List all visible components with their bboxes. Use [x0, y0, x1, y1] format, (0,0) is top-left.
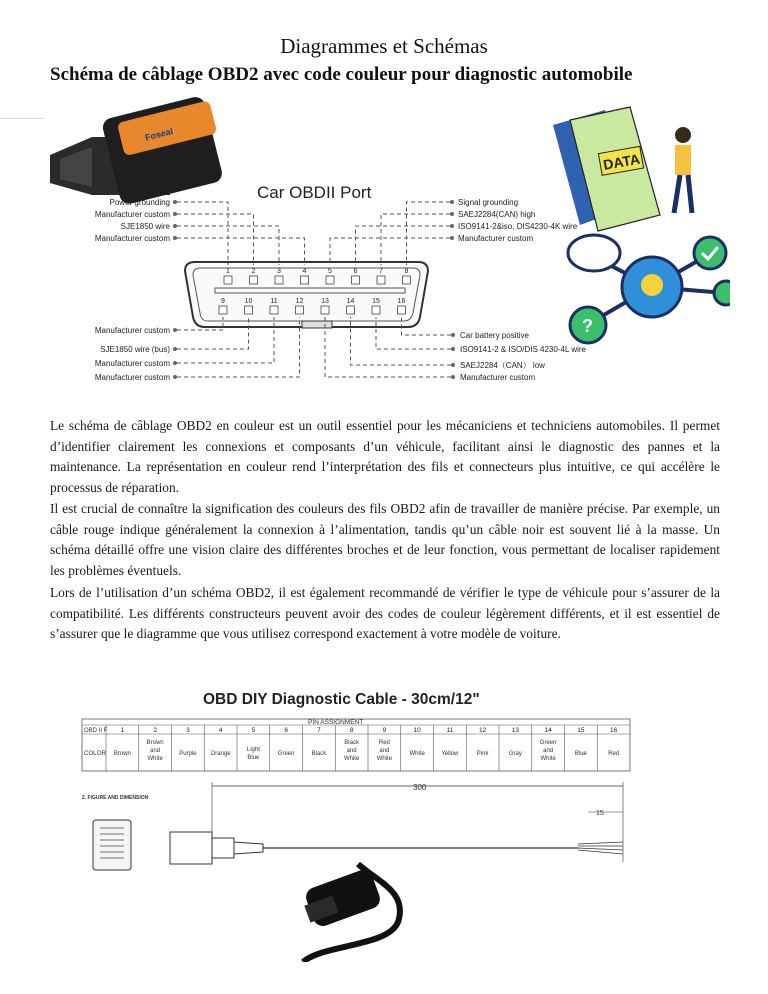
pin-label-bottom: 9 — [221, 298, 225, 305]
table-pin-color: Yellow — [441, 751, 459, 757]
compatibility-paragraph: Lors de l’utilisation d’un schéma OBD2, il est également recommandé de vérifier le type de véhicule pour s’assurer de la compatibilité. Les différents constructeurs peuvent avoir des codes de couleur légèrement différents, et il est essentiel de s’assurer que le diagramme que vous utilisez correspond exactement à votre modèle de voiture. — [50, 585, 720, 642]
pin-label-left-top: SJE1850 wire — [120, 222, 170, 231]
obd-connector — [185, 262, 428, 328]
table-pin-number: 12 — [479, 727, 487, 734]
table-pin-color: Red and White — [376, 740, 393, 762]
pin-label-right-bottom: Car battery positive — [460, 331, 529, 340]
pin-label-top: 3 — [277, 268, 281, 275]
table-pin-number: 1 — [120, 727, 125, 734]
pin-label-bottom: 13 — [321, 298, 329, 305]
pin-label-right-bottom: SAEJ2284（CAN） low — [460, 361, 545, 370]
pin-label-right-bottom: Manufacturer custom — [460, 373, 536, 382]
cable-drawing — [93, 782, 623, 962]
table-pin-number: 9 — [382, 727, 387, 734]
pin-label-bottom: 10 — [244, 298, 253, 305]
table-pin-color: Pink — [476, 751, 489, 757]
row-label-obd: OBD II F — [84, 728, 108, 734]
pin-label-top: 7 — [379, 268, 383, 275]
table-pin-color: Brown and White — [146, 740, 164, 762]
table-pin-number: 10 — [413, 727, 421, 734]
pin-contact — [403, 276, 411, 284]
pin-label-left-top: Power grounding — [109, 198, 170, 207]
pin-contact — [219, 306, 227, 314]
table-pin-number: 11 — [446, 727, 454, 734]
table-pin-number: 16 — [610, 727, 618, 734]
pin-contact — [296, 306, 304, 314]
pin-assignment-header: PIN ASSIGNMENT — [308, 719, 364, 726]
pin-label-top: 5 — [328, 268, 332, 275]
table-pin-number: 13 — [511, 727, 519, 734]
pin-contact — [321, 306, 329, 314]
table-pin-number: 7 — [317, 727, 321, 734]
pin-label-top: 4 — [302, 268, 307, 275]
pin-contact — [301, 276, 309, 284]
device-brand-label: Foseal — [143, 126, 175, 143]
pin-contact — [224, 276, 232, 284]
pin-label-left-bottom: Manufacturer custom — [94, 326, 170, 335]
dimension-total: 300 — [413, 783, 427, 792]
pin-label-bottom: 14 — [346, 298, 355, 305]
table-pin-number: 5 — [251, 727, 256, 734]
obd-dongle-image — [50, 95, 224, 206]
obd-port-figure — [40, 95, 730, 395]
table-pin-number: 6 — [284, 727, 288, 734]
pin-contact — [326, 276, 334, 284]
pin-label-top: 8 — [404, 268, 409, 275]
pin-label-right-bottom: ISO9141-2 & ISO/DIS 4230-4L wire — [460, 345, 586, 354]
pin-label-left-bottom: Manufacturer custom — [94, 359, 170, 368]
intro-paragraph: Le schéma de câblage OBD2 en couleur est un outil essentiel pour les mécaniciens et techniciens automobiles. Il permet d’identifier clairement les connexions et composants d’un véhicule, facilitant ainsi le diagnostic des pannes et la maintenance. La représentation en couleur rend l’interprétation des fils et connecteurs plus intuitive, ce qui accélère le processus de réparation. — [50, 418, 720, 495]
table-pin-number: 3 — [186, 727, 190, 734]
pin-label-left-top: Manufacturer custom — [94, 210, 170, 219]
pin-label-left-bottom: Manufacturer custom — [94, 373, 170, 382]
table-pin-number: 15 — [577, 727, 585, 734]
pin-contact — [245, 306, 253, 314]
pin-label-top: 6 — [353, 268, 358, 275]
pin-label-left-top: Manufacturer custom — [94, 234, 170, 243]
table-pin-color: Gray — [508, 751, 522, 757]
pin-label-left-bottom: SJE1850 wire (bus) — [100, 345, 170, 354]
pin-contact — [372, 306, 380, 314]
site-title: Diagrammes et Schémas — [280, 34, 488, 58]
table-pin-color: Blue — [574, 751, 587, 757]
port-title: Car OBDII Port — [257, 183, 372, 202]
side-divider — [0, 118, 44, 119]
pin-assignment-table — [82, 719, 630, 771]
table-pin-color: Light Blue — [246, 747, 260, 761]
pin-label-top: 1 — [226, 268, 230, 275]
table-pin-color: Brown — [113, 751, 131, 757]
data-folder-illustration — [553, 107, 692, 231]
pin-label-right-top: Signal grounding — [458, 198, 519, 207]
pin-label-bottom: 16 — [397, 298, 406, 305]
pin-label-right-top: SAEJ2284(CAN) high — [458, 210, 536, 219]
pin-label-bottom: 11 — [270, 298, 278, 305]
pin-label-bottom: 15 — [372, 298, 380, 305]
figure-dimension-label: 2. FIGURE AND DIMENSION — [82, 795, 149, 801]
row-label-color: COLOR — [84, 750, 107, 757]
table-pin-color: Black — [311, 751, 327, 757]
table-pin-color: Green and White — [539, 740, 557, 762]
pin-contact — [352, 276, 360, 284]
table-pin-color: Red — [608, 751, 620, 757]
pin-label-top: 2 — [251, 268, 256, 275]
cable-title: OBD DIY Diagnostic Cable - 30cm/12" — [203, 691, 480, 708]
dimension-end: 15 — [596, 810, 604, 817]
pin-contact — [377, 276, 385, 284]
pin-contact — [270, 306, 278, 314]
table-pin-color: Black and White — [343, 740, 360, 762]
table-pin-color: Green — [277, 751, 295, 757]
pin-contact — [347, 306, 355, 314]
colors-paragraph: Il est crucial de connaître la signification des couleurs des fils OBD2 afin de travailler de manière précise. Par exemple, un câble rouge indique généralement la connexion à l’alimentation, tandis qu’un câble noir est souvent lié à la masse. Un schéma détaillé offre une vision claire des différentes broches et de leur fonction, vous permettant de localiser rapidement les problèmes éventuels. — [50, 501, 720, 578]
pin-contact — [250, 276, 258, 284]
pin-label-right-top: ISO9141-2&iso, DIS4230-4K wire — [458, 222, 578, 231]
table-pin-number: 2 — [153, 727, 157, 734]
table-pin-number: 8 — [349, 727, 354, 734]
data-label: DATA — [602, 150, 642, 173]
svg-text:?: ? — [582, 316, 593, 336]
pin-contact — [275, 276, 283, 284]
table-pin-number: 4 — [218, 727, 223, 734]
cable-diagram-figure — [78, 682, 638, 962]
idea-network-illustration — [568, 235, 730, 343]
pin-label-bottom: 12 — [295, 298, 304, 305]
pin-contact — [398, 306, 406, 314]
table-pin-color: White — [409, 751, 425, 757]
table-pin-number: 14 — [544, 727, 552, 734]
table-pin-color: Purple — [179, 751, 197, 757]
page-title: Schéma de câblage OBD2 avec code couleur pour diagnostic automobile — [50, 64, 633, 85]
pin-label-right-top: Manufacturer custom — [458, 234, 534, 243]
table-pin-color: Orange — [210, 751, 231, 757]
